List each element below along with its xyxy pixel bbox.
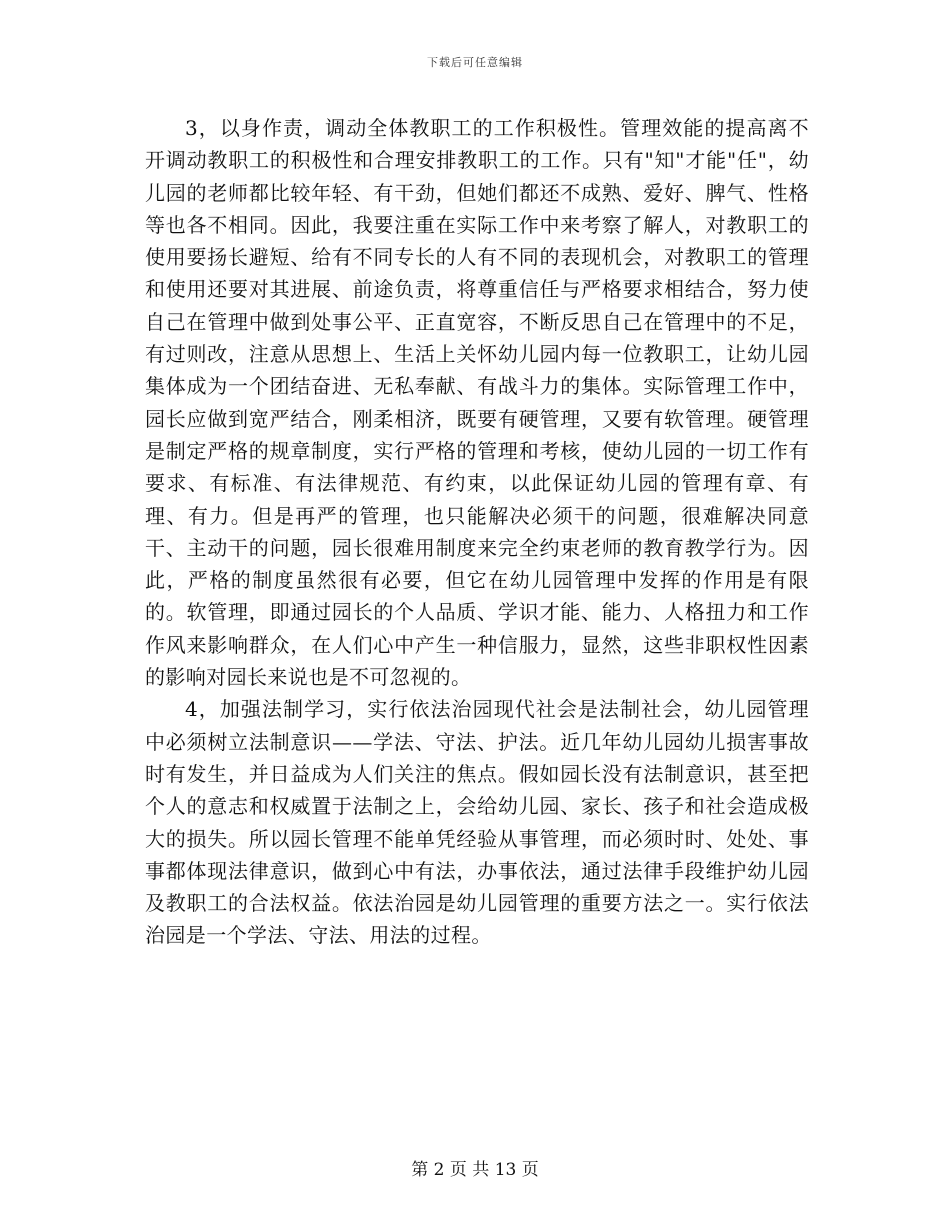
footer-middle: 页 共	[449, 1160, 490, 1180]
document-body	[145, 112, 809, 952]
page-footer	[0, 1155, 950, 1180]
footer-prefix: 第	[411, 1160, 429, 1180]
page-header: 下载后可任意编辑	[427, 56, 523, 69]
footer-page-number: 2	[433, 1160, 445, 1180]
footer-total-pages: 13	[494, 1160, 517, 1180]
paragraph-4: 4，加强法制学习，实行依法治园现代社会是法制社会，幼儿园管理中必须树立法制意识——学法、守法、护法。近几年幼儿园幼儿损害事故时有发生，并日益成为人们关注的焦点。假如园长没有法制意识，甚至把个人的意志和权威置于法制之上，会给幼儿园、家长、孩子和社会造成极大的损失。所以园长管理不能单凭经验从事管理，而必须时时、处处、事事都体现法律意识，做到心中有法，办事依法，通过法律手段维护幼儿园及教职工的合法权益。依法治园是幼儿园管理的重要方法之一。实行依法治园是一个学法、守法、用法的过程。	[145, 697, 809, 948]
footer-suffix: 页	[521, 1160, 539, 1180]
paragraph-3: 3，以身作责，调动全体教职工的工作积极性。管理效能的提高离不开调动教职工的积极性和合理安排教职工的工作。只有"知"才能"任"，幼儿园的老师都比较年轻、有干劲，但她们都还不成熟、爱好、脾气、性格等也各不相同。因此，我要注重在实际工作中来考察了解人，对教职工的使用要扬长避短、给有不同专长的人有不同的表现机会，对教职工的管理和使用还要对其进展、前途负责，将尊重信任与严格要求相结合，努力使自己在管理中做到处事公平、正直宽容，不断反思自己在管理中的不足，有过则改，注意从思想上、生活上关怀幼儿园内每一位教职工，让幼儿园集体成为一个团结奋进、无私奉献、有战斗力的集体。实际管理工作中，园长应做到宽严结合，刚柔相济，既要有硬管理，又要有软管理。硬管理是制定严格的规章制度，实行严格的管理和考核，使幼儿园的一切工作有要求、有标准、有法律规范、有约束，以此保证幼儿园的管理有章、有理、有力。但是再严的管理，也只能解决必须干的问题，很难解决同意干、主动干的问题，园长很难用制度来完全约束老师的教育教学行为。因此，严格的制度虽然很有必要，但它在幼儿园管理中发挥的作用是有限的。软管理，即通过园长的个人品质、学识才能、能力、人格扭力和工作作风来影响群众，在人们心中产生一种信服力，显然，这些非职权性因素的影响对园长来说也是不可忽视的。	[145, 116, 809, 690]
